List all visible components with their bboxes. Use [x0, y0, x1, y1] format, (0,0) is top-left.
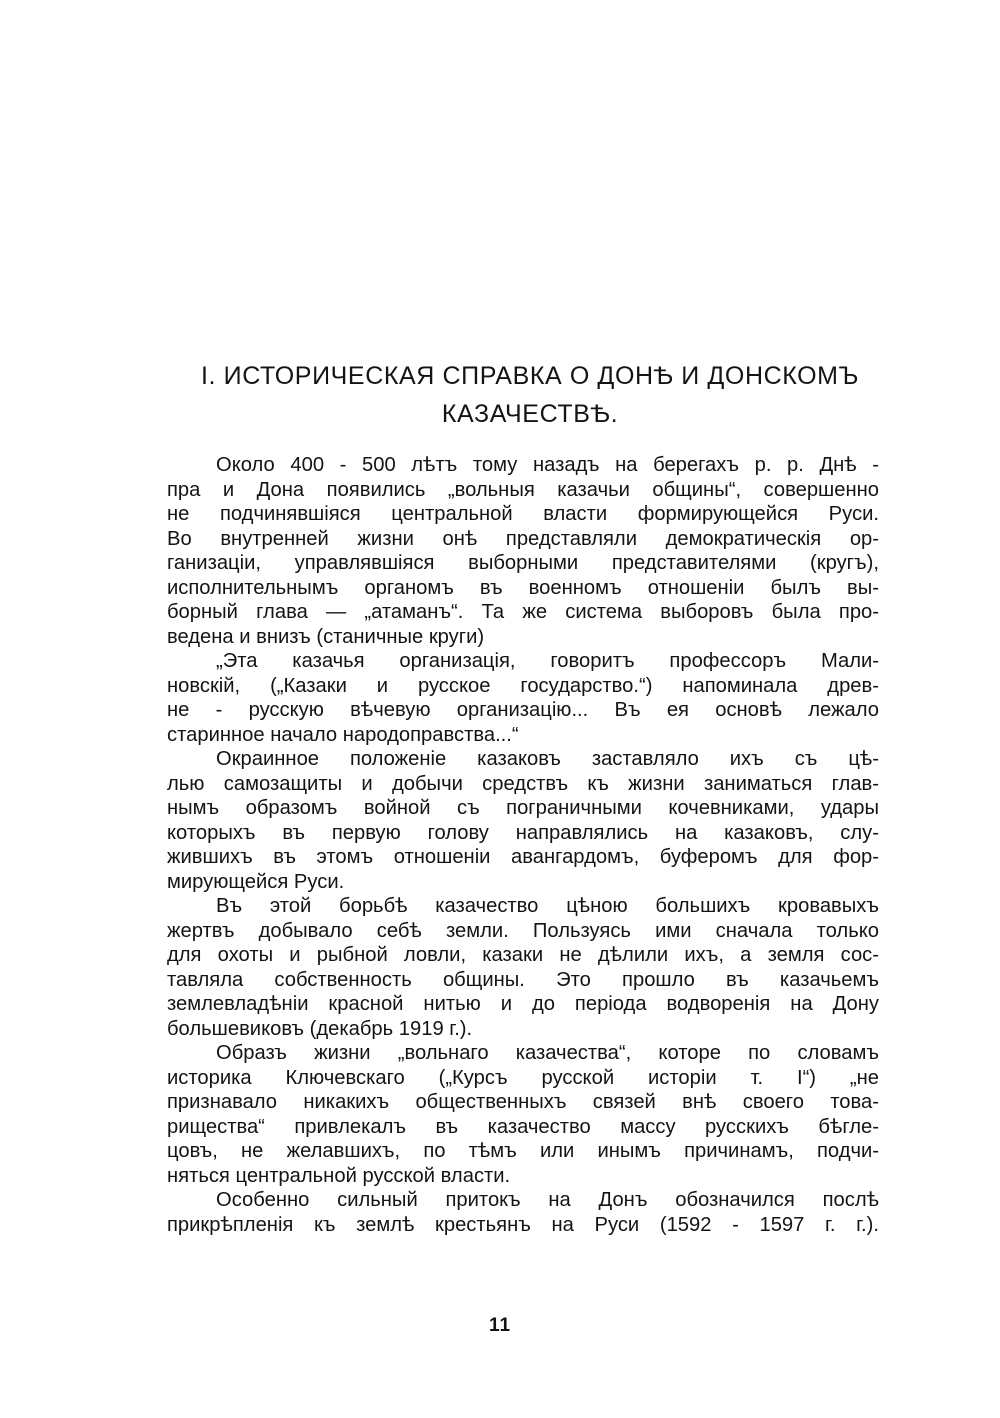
text-line: борный глава — „атаманъ“. Та же система выборовъ была про- — [167, 601, 879, 623]
text-line: прикрѣпленія къ землѣ крестьянъ на Руси (1592 - 1597 г. г.). — [167, 1213, 879, 1236]
text-line: тавляла собственность общины. Это прошло въ казачьемъ — [167, 968, 879, 991]
text-line: лью самозащиты и добычи средствъ къ жизни заниматься глав- — [167, 772, 879, 795]
text-line: жертвъ добывало себѣ земли. Пользуясь ими сначала только — [167, 919, 879, 942]
text-line: нымъ образомъ войной съ пограничными кочевниками, удары — [167, 797, 879, 819]
text-line: „Эта казачья организація, говоритъ профессоръ Мали- — [216, 650, 879, 672]
text-line: землевладѣніи красной нитью и до періода водворенія на Дону — [167, 993, 879, 1015]
text-line: цовъ, не желавшихъ, по тѣмъ или инымъ причинамъ, подчи- — [167, 1140, 879, 1162]
text-line: Около 400 - 500 лѣтъ тому назадъ на берегахъ р. р. Днѣ - — [216, 454, 879, 476]
text-line: мирующейся Руси. — [167, 870, 345, 893]
text-line: рищества“ привлекалъ въ казачество массу русскихъ бѣгле- — [167, 1115, 879, 1138]
page-number: 11 — [488, 1315, 512, 1336]
text-line: большевиковъ (декабрь 1919 г.). — [167, 1017, 473, 1040]
text-line: ведена и внизъ (станичные круги) — [167, 625, 485, 648]
text-line: признавало никакихъ общественныхъ связей внѣ своего това- — [167, 1091, 879, 1113]
text-line: Въ этой борьбѣ казачество цѣною большихъ кровавыхъ — [216, 895, 879, 917]
chapter-title-line-2: КАЗАЧЕСТВѢ. — [441, 400, 619, 428]
text-line: новскій, („Казаки и русское государство.“) напоминала древ- — [167, 674, 879, 697]
body-text — [167, 453, 879, 1237]
text-line: Окраинное положеніе казаковъ заставляло ихъ съ цѣ- — [216, 748, 879, 770]
text-line: Образъ жизни „вольнаго казачества“, которе по словамъ — [216, 1042, 879, 1064]
text-line: старинное начало народоправства...“ — [167, 723, 519, 746]
text-line: не - русскую вѣчевую организацію... Въ ея основѣ лежало — [167, 699, 879, 721]
chapter-title-line-1: I. ИСТОРИЧЕСКАЯ СПРАВКА О ДОНѢ И ДОНСКОМЪ — [200, 362, 859, 390]
text-line: исполнительнымъ органомъ въ военномъ отношеніи былъ вы- — [167, 576, 879, 599]
text-line: жившихъ въ этомъ отношеніи авангардомъ, буферомъ для фор- — [167, 846, 879, 868]
text-line: ганизаціи, управлявшіяся выборными представителями (кругъ), — [167, 552, 879, 574]
text-line: пра и Дона появились „вольныя казачьи общины“, совершенно — [167, 478, 879, 501]
text-line: для охоты и рыбной ловли, казаки не дѣлили ихъ, а земля сос- — [167, 944, 879, 966]
text-line: Особенно сильный притокъ на Донъ обозначился послѣ — [216, 1189, 879, 1211]
text-line: историка Ключевскаго („Курсъ русской исторіи т. I“) „не — [167, 1066, 879, 1089]
text-line: не подчинявшіяся центральной власти формирующейся Руси. — [167, 503, 879, 525]
text-line: которыхъ въ первую голову направлялись на казаковъ, слу- — [167, 821, 879, 844]
text-line: Во внутренней жизни онѣ представляли демократическія ор- — [167, 527, 879, 550]
text-line: няться центральной русской власти. — [167, 1164, 511, 1187]
